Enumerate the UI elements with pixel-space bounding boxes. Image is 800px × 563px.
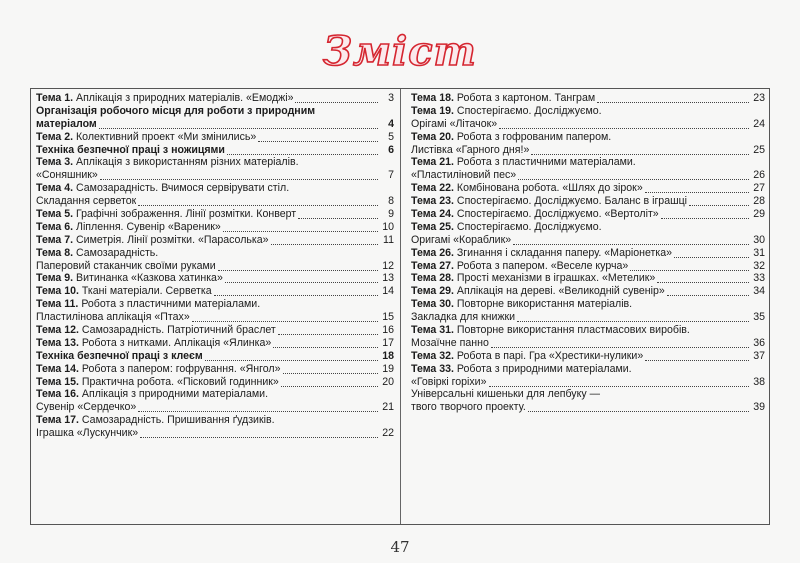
toc-entry-text — [36, 363, 281, 376]
toc-entry — [411, 401, 765, 414]
toc-page-number: 26 — [753, 169, 765, 182]
dot-leader — [630, 262, 749, 271]
toc-topic-title: Іграшка «Лускунчик» — [36, 427, 139, 440]
toc-page-number: 33 — [753, 272, 765, 285]
toc-entry-text — [411, 118, 497, 131]
toc-page-number: 16 — [382, 324, 394, 337]
toc-page-number: 34 — [753, 285, 765, 298]
toc-page-number: 17 — [382, 336, 394, 349]
toc-topic-label: Тема 31. — [411, 324, 454, 337]
toc-entry — [411, 388, 765, 401]
toc-entry-text — [36, 376, 279, 389]
toc-page-number: 3 — [388, 92, 394, 104]
toc-entry — [36, 234, 394, 247]
dot-leader — [227, 146, 378, 155]
toc-page-number: 31 — [753, 246, 765, 259]
page-title: Зміст — [323, 28, 477, 75]
toc-entry — [36, 427, 394, 440]
toc-left-column — [31, 89, 401, 524]
dot-leader — [674, 249, 749, 258]
toc-topic-label: Тема 20. — [411, 130, 454, 143]
toc-topic-label: Тема 6. — [36, 220, 74, 233]
toc-entry-text — [36, 208, 296, 221]
toc-entry — [36, 105, 394, 118]
toc-topic-label: Тема 17. — [36, 414, 79, 427]
toc-entry — [36, 324, 394, 337]
toc-topic-title: твого творчого проекту. — [411, 401, 526, 414]
toc-entry — [411, 144, 765, 157]
toc-topic-label: Тема 13. — [36, 336, 79, 349]
toc-topic-title: Згинання і складання паперу. «Маріонетка» — [453, 246, 672, 259]
toc-topic-title: Спостерігаємо. Досліджуємо. — [453, 104, 602, 117]
toc-topic-title: Листівка «Гарного дня!» — [411, 143, 530, 156]
toc-page-number: 39 — [753, 401, 765, 414]
toc-entry — [36, 195, 394, 208]
toc-entry-text — [411, 182, 643, 195]
dot-leader — [491, 339, 749, 348]
dot-leader — [218, 262, 378, 271]
toc-topic-title: Самозарадність. — [73, 246, 159, 259]
toc-topic-title: Робота з природними матеріалами. — [453, 362, 632, 375]
toc-page-number: 21 — [382, 401, 394, 414]
toc-topic-label: Тема 4. — [36, 182, 74, 195]
toc-entry — [36, 169, 394, 182]
toc-entry — [411, 208, 765, 221]
toc-entry-text — [411, 298, 632, 311]
dot-leader — [223, 223, 378, 232]
dot-leader — [271, 236, 378, 245]
toc-entry — [36, 350, 394, 363]
toc-topic-label: Тема 22. — [411, 182, 454, 195]
dot-leader — [192, 313, 378, 322]
toc-entry — [36, 156, 394, 169]
toc-entry-text — [36, 169, 98, 182]
toc-topic-title: Оригамі «Кораблик» — [411, 233, 512, 246]
toc-topic-label: Тема 16. — [36, 388, 79, 401]
dot-leader — [645, 184, 749, 193]
toc-entry — [36, 272, 394, 285]
toc-topic-label: Тема 28. — [411, 272, 454, 285]
toc-topic-title: Практична робота. «Пісковий годинник» — [78, 375, 279, 388]
toc-page-number: 24 — [753, 117, 765, 130]
toc-topic-title: Організація робочого місця для роботи з природним — [36, 104, 316, 117]
dot-leader — [138, 403, 378, 412]
toc-topic-title: Робота з папером: гофрування. «Янгол» — [78, 362, 281, 375]
toc-entry-text — [411, 144, 529, 157]
toc-entry — [36, 414, 394, 427]
dot-leader — [528, 403, 749, 412]
toc-page-number: 4 — [388, 117, 394, 130]
toc-entry-text — [36, 311, 190, 324]
toc-topic-title: Робота з картоном. Танграм — [453, 92, 596, 104]
toc-topic-label: Тема 9. — [36, 272, 74, 285]
toc-page-number: 22 — [382, 427, 394, 440]
toc-entry — [411, 234, 765, 247]
dot-leader — [273, 339, 378, 348]
toc-topic-title: Сувенір «Сердечко» — [36, 401, 137, 414]
toc-entry — [411, 169, 765, 182]
toc-topic-title: Ліплення. Сувенір «Вареник» — [73, 220, 221, 233]
toc-entry-text — [411, 337, 489, 350]
toc-entry — [36, 285, 394, 298]
toc-entry — [36, 388, 394, 401]
dot-leader — [205, 352, 378, 361]
toc-entry — [411, 363, 765, 376]
toc-entry-text — [411, 388, 600, 401]
toc-topic-title: Комбінована робота. «Шлях до зірок» — [453, 182, 643, 195]
toc-topic-label: Тема 18. — [411, 92, 454, 104]
toc-page-number: 10 — [382, 220, 394, 233]
toc-topic-title: Робота з пластичними матеріалами. — [453, 156, 636, 169]
toc-entry — [36, 247, 394, 260]
toc-entry — [36, 260, 394, 273]
toc-topic-label: Тема 30. — [411, 298, 454, 311]
dot-leader — [100, 171, 378, 180]
toc-entry-text — [411, 221, 602, 234]
toc-topic-title: Повторне використання пластмасових виробів. — [453, 324, 690, 337]
toc-entry — [36, 131, 394, 144]
toc-entry — [36, 376, 394, 389]
toc-entry-text — [411, 260, 628, 273]
toc-entry — [411, 285, 765, 298]
toc-topic-title: Спостерігаємо. Досліджуємо. «Вертоліт» — [453, 208, 659, 221]
toc-entry-text — [36, 414, 275, 427]
toc-page-number: 5 — [388, 130, 394, 143]
toc-entry-text — [36, 337, 271, 350]
toc-topic-label: Тема 27. — [411, 259, 454, 272]
toc-entry — [36, 337, 394, 350]
toc-topic-label: Тема 23. — [411, 195, 454, 208]
toc-entry — [411, 247, 765, 260]
toc-entry — [411, 337, 765, 350]
toc-entry-text — [411, 195, 687, 208]
toc-entry-text — [411, 363, 632, 376]
toc-topic-title: матеріалом — [36, 117, 97, 130]
toc-entry-text — [411, 311, 515, 324]
toc-entry-text — [36, 427, 138, 440]
toc-page-number: 14 — [382, 285, 394, 298]
dot-leader — [99, 120, 378, 129]
toc-page-number: 9 — [388, 208, 394, 221]
toc-entry — [411, 156, 765, 169]
toc-topic-title: Витинанка «Казкова хатинка» — [73, 272, 223, 285]
toc-topic-label: Тема 21. — [411, 156, 454, 169]
toc-entry-text — [411, 208, 659, 221]
toc-entry-text — [411, 272, 655, 285]
toc-entry-text — [411, 247, 672, 260]
toc-topic-title: Робота з нитками. Аплікація «Ялинка» — [78, 336, 272, 349]
table-of-contents — [30, 88, 770, 525]
toc-topic-title: Орігамі «Літачок» — [411, 117, 498, 130]
toc-entry-text — [36, 131, 256, 144]
toc-entry-text — [411, 285, 665, 298]
toc-topic-title: Аплікація на дереві. «Великодній сувенір» — [453, 285, 665, 298]
dot-leader — [531, 146, 749, 155]
toc-page-number: 38 — [753, 375, 765, 388]
toc-topic-title: Техніка безпечної праці з клеєм — [36, 349, 203, 362]
toc-topic-title: Спостерігаємо. Досліджуємо. Баланс в іграшці — [453, 195, 688, 208]
toc-entry — [411, 182, 765, 195]
toc-topic-title: Спостерігаємо. Досліджуємо. — [453, 220, 602, 233]
toc-entry — [411, 376, 765, 389]
toc-page-number: 19 — [382, 362, 394, 375]
toc-entry — [36, 144, 394, 157]
toc-topic-label: Тема 7. — [36, 233, 74, 246]
toc-topic-label: Тема 32. — [411, 349, 454, 362]
toc-topic-title: Ткані матеріали. Серветка — [78, 285, 212, 298]
toc-entry-text — [411, 156, 636, 169]
dot-leader — [597, 94, 749, 103]
dot-leader — [225, 274, 378, 283]
toc-entry-text — [36, 118, 97, 131]
toc-topic-title: Самозарадність. Вчимося сервірувати стіл. — [73, 182, 290, 195]
toc-page-number: 13 — [382, 272, 394, 285]
toc-topic-title: Робота з пластичними матеріалами. — [78, 298, 261, 311]
toc-entry-text — [36, 298, 260, 311]
toc-entry — [411, 118, 765, 131]
dot-leader — [499, 120, 749, 129]
toc-page-number: 35 — [753, 311, 765, 324]
toc-page-number: 37 — [753, 349, 765, 362]
toc-entry — [411, 131, 765, 144]
toc-topic-title: Самозарадність. Патріотичний браслет — [78, 324, 276, 337]
dot-leader — [518, 171, 749, 180]
dot-leader — [258, 133, 378, 142]
toc-page-number: 6 — [388, 143, 394, 156]
dot-leader — [661, 210, 749, 219]
toc-entry — [411, 195, 765, 208]
dot-leader — [517, 313, 749, 322]
toc-page-number: 15 — [382, 311, 394, 324]
toc-topic-label: Тема 1. — [36, 92, 74, 104]
toc-topic-title: «Соняшник» — [36, 169, 98, 182]
toc-topic-title: Техніка безпечної праці з ножицями — [36, 143, 225, 156]
toc-entry — [411, 324, 765, 337]
toc-topic-label: Тема 8. — [36, 246, 74, 259]
toc-entry — [411, 298, 765, 311]
toc-entry-text — [36, 182, 289, 195]
toc-topic-label: Тема 3. — [36, 156, 74, 169]
toc-page-number: 32 — [753, 259, 765, 272]
toc-page-number: 18 — [382, 349, 394, 362]
toc-topic-label: Тема 33. — [411, 362, 454, 375]
toc-topic-title: Аплікація з використанням різних матеріалів. — [73, 156, 299, 169]
dot-leader — [513, 236, 749, 245]
toc-topic-label: Тема 5. — [36, 208, 74, 221]
toc-page-number: 30 — [753, 233, 765, 246]
toc-entry — [36, 298, 394, 311]
toc-topic-label: Тема 25. — [411, 220, 454, 233]
dot-leader — [667, 287, 749, 296]
toc-entry-text — [36, 221, 221, 234]
toc-entry-text — [36, 350, 203, 363]
toc-entry — [36, 221, 394, 234]
dot-leader — [278, 326, 378, 335]
toc-entry — [411, 272, 765, 285]
toc-entry-text — [36, 260, 216, 273]
dot-leader — [138, 197, 378, 206]
dot-leader — [140, 429, 378, 438]
toc-topic-title: «Говіркі горіхи» — [411, 375, 487, 388]
dot-leader — [214, 287, 378, 296]
toc-entry-text — [36, 105, 315, 118]
toc-entry-text — [36, 401, 136, 414]
toc-entry — [36, 401, 394, 414]
toc-entry-text — [36, 272, 223, 285]
toc-entry — [411, 350, 765, 363]
dot-leader — [489, 378, 750, 387]
dot-leader — [281, 378, 378, 387]
toc-page-number: 7 — [388, 169, 394, 182]
toc-topic-label: Тема 14. — [36, 362, 79, 375]
toc-topic-title: Робота в парі. Гра «Хрестики-нулики» — [453, 349, 644, 362]
toc-entry-text — [36, 144, 225, 157]
toc-entry — [36, 311, 394, 324]
toc-topic-title: Аплікація з природних матеріалів. «Емоджі» — [73, 92, 294, 104]
toc-topic-title: Графічні зображення. Лінії розмітки. Конверт — [73, 208, 297, 221]
toc-topic-label: Тема 29. — [411, 285, 454, 298]
toc-entry-text — [411, 376, 487, 389]
dot-leader — [645, 352, 749, 361]
dot-leader — [295, 94, 378, 103]
toc-entry-text — [36, 195, 136, 208]
toc-topic-title: «Пластиліновий пес» — [411, 169, 517, 182]
toc-page-number: 8 — [388, 195, 394, 208]
toc-entry — [36, 208, 394, 221]
toc-entry-text — [36, 388, 268, 401]
toc-entry — [411, 311, 765, 324]
toc-topic-label: Тема 11. — [36, 298, 79, 311]
toc-entry-text — [36, 92, 293, 105]
toc-topic-title: Мозаїчне панно — [411, 336, 489, 349]
dot-leader — [657, 274, 749, 283]
toc-topic-label: Тема 26. — [411, 246, 454, 259]
toc-topic-title: Закладка для книжки — [411, 311, 516, 324]
toc-entry — [36, 363, 394, 376]
toc-entry-text — [36, 285, 212, 298]
toc-topic-title: Пластилінова аплікація «Птах» — [36, 311, 190, 324]
toc-entry-text — [411, 234, 511, 247]
toc-entry — [36, 92, 394, 105]
toc-entry — [411, 260, 765, 273]
toc-entry-text — [411, 169, 516, 182]
dot-leader — [689, 197, 749, 206]
toc-topic-label: Тема 12. — [36, 324, 79, 337]
toc-topic-title: Робота з папером. «Веселе курча» — [453, 259, 629, 272]
toc-page-number: 25 — [753, 143, 765, 156]
toc-topic-title: Симетрія. Лінії розмітки. «Парасолька» — [73, 233, 269, 246]
toc-topic-title: Універсальні кишеньки для лепбуку — — [411, 388, 601, 401]
toc-entry-text — [411, 350, 643, 363]
toc-topic-title: Паперовий стаканчик своїми руками — [36, 259, 216, 272]
toc-topic-title: Колективний проект «Ми змінились» — [73, 130, 257, 143]
toc-topic-label: Тема 10. — [36, 285, 79, 298]
toc-entry-text — [36, 247, 158, 260]
toc-entry-text — [36, 324, 276, 337]
toc-entry-text — [411, 92, 595, 105]
toc-entry-text — [411, 105, 602, 118]
toc-page-number: 29 — [753, 208, 765, 221]
toc-topic-title: Складання серветок — [36, 195, 137, 208]
toc-topic-label: Тема 2. — [36, 130, 74, 143]
toc-page-number: 23 — [753, 92, 765, 104]
toc-topic-title: Прості механізми в іграшках. «Метелик» — [453, 272, 656, 285]
toc-page-number: 12 — [382, 259, 394, 272]
toc-page-number: 27 — [753, 182, 765, 195]
toc-entry — [36, 118, 394, 131]
toc-topic-title: Самозарадність. Пришивання ґудзиків. — [78, 414, 275, 427]
toc-topic-label: Тема 24. — [411, 208, 454, 221]
toc-entry-text — [411, 131, 611, 144]
toc-entry — [411, 92, 765, 105]
toc-topic-title: Повторне використання матеріалів. — [453, 298, 633, 311]
toc-page-number: 28 — [753, 195, 765, 208]
toc-page-number: 20 — [382, 375, 394, 388]
toc-entry-text — [36, 156, 299, 169]
toc-topic-label: Тема 19. — [411, 104, 454, 117]
toc-entry-text — [411, 324, 690, 337]
toc-entry-text — [36, 234, 269, 247]
toc-topic-title: Робота з гофрованим папером. — [453, 130, 612, 143]
toc-page-number: 36 — [753, 336, 765, 349]
toc-entry — [36, 182, 394, 195]
toc-topic-label: Тема 15. — [36, 375, 79, 388]
toc-topic-title: Аплікація з природними матеріалами. — [78, 388, 269, 401]
dot-leader — [283, 365, 379, 374]
toc-right-column — [401, 89, 771, 524]
toc-page-number: 11 — [383, 233, 394, 246]
dot-leader — [298, 210, 378, 219]
page-number: 47 — [390, 538, 410, 556]
toc-entry — [411, 221, 765, 234]
toc-entry-text — [411, 401, 526, 414]
toc-entry — [411, 105, 765, 118]
